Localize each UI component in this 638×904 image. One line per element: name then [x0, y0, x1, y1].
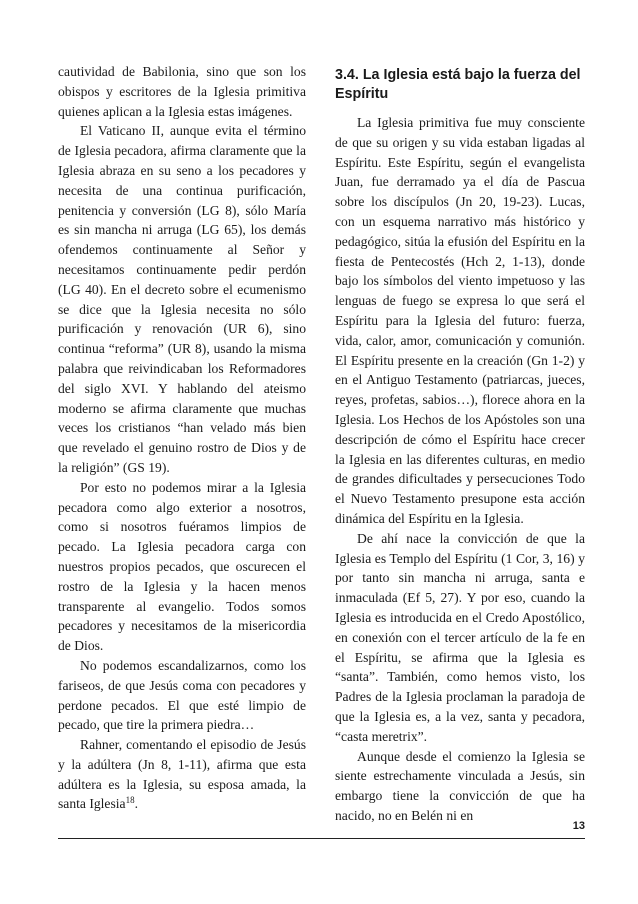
- paragraph: [58, 735, 306, 814]
- paragraph: Por esto no podemos mirar a la Iglesia pecadora como algo exterior a nosotros, como si nosotros fuéramos limpios de pecado. La Iglesia pecadora carga con nuestros propios pecados, que oscurecen el rostro de la Iglesia y la hacen menos transparente al evangelio. Todos somos pecadores y necesitamos de la misericordia de Dios.: [58, 479, 306, 654]
- left-column: [58, 62, 306, 814]
- page-number: 13: [572, 820, 585, 832]
- right-column: [335, 66, 585, 826]
- paragraph: cautividad de Babilonia, sino que son los obispos y escritores de la Iglesia primitiva quienes aplican a la Iglesia estas imágenes.: [58, 64, 306, 119]
- paragraph-text: Rahner, comentando el episodio de Jesús y la adúltera (Jn 8, 1-11), afirma que esta adúltera es la Iglesia, su esposa amada, la santa Iglesia: [58, 737, 306, 812]
- paragraph: El Vaticano II, aunque evita el término de Iglesia pecadora, afirma claramente que la Iglesia abraza en su seno a los pecadores y necesita de una continua purificación, penitencia y conversión (LG 8), sólo María es sin mancha ni arruga (LG 65), los demás ofendemos continuamente al Señor y necesitamos continuamente pedir perdón (LG 40). En el decreto sobre el ecumenismo se dice que la Iglesia necesita no sólo purificación y renovación (UR 6), sino continua “reforma” (UR 8), usando la misma palabra que reivindicaban los Reformadores del siglo XVI. Y hablando del ateismo moderno se afirma claramente que muchas veces los cristianos “han velado más bien que revelado el genuino rostro de Dios y de la religión” (GS 19).: [58, 123, 306, 475]
- footer-divider: [58, 838, 585, 839]
- section-heading: 3.4. La Iglesia está bajo la fuerza del Espíritu: [335, 67, 581, 102]
- paragraph: La Iglesia primitiva fue muy consciente de que su origen y su vida estaban ligadas al Espíritu. Este Espíritu, según el evangelista Juan, fue derramado ya el día de Pascua sobre los discípulos (Jn 20, 19-23). Lucas, con un esquema narrativo más histórico y pedagógico, sitúa la efusión del Espíritu en la fiesta de Pentecostés (Hch 2, 1-13), donde bajo los símbolos del viento impetuoso y las lenguas de fuego se expresa lo que será el Espíritu para la Iglesia del futuro: fuerza, vida, calor, amor, comunicación y comunión. El Espíritu presente en la creación (Gn 1-2) y en el Antiguo Testamento (patriarcas, jueces, reyes, profetas, sabios…), florece ahora en la Iglesia. Los Hechos de los Apóstoles son una descripción de cómo el Espíritu hace crecer la Iglesia en las diferentes culturas, en medio de grandes dificultades y persecuciones Todo el Nuevo Testamento presupone esta acción dinámica del Espíritu en la Iglesia.: [335, 115, 585, 526]
- paragraph-end: .: [134, 796, 138, 812]
- paragraph: No podemos escandalizarnos, como los fariseos, de que Jesús coma con pecadores y perdone pecados. El que esté limpio de pecado, que tire la primera piedra…: [58, 657, 306, 733]
- paragraph: De ahí nace la convicción de que la Iglesia es Templo del Espíritu (1 Cor, 3, 16) y por tanto sin mancha ni arruga, santa e inmaculada (Ef 5, 27). Y por eso, cuando la Iglesia es introducida en el Credo Apostólico, en conexión con el tercer artículo de la fe en el Espíritu, se afirma que la Iglesia es “santa”. También, como hemos visto, los Padres de la Iglesia proclaman la paradoja de que la Iglesia es, a la vez, santa y pecadora, “casta meretrix”.: [335, 530, 585, 744]
- paragraph: Aunque desde el comienzo la Iglesia se siente estrechamente vinculada a Jesús, sin embargo tiene la convicción de que ha nacido, no en Belén ni en: [335, 748, 585, 823]
- footnote-reference[interactable]: 18: [125, 795, 135, 806]
